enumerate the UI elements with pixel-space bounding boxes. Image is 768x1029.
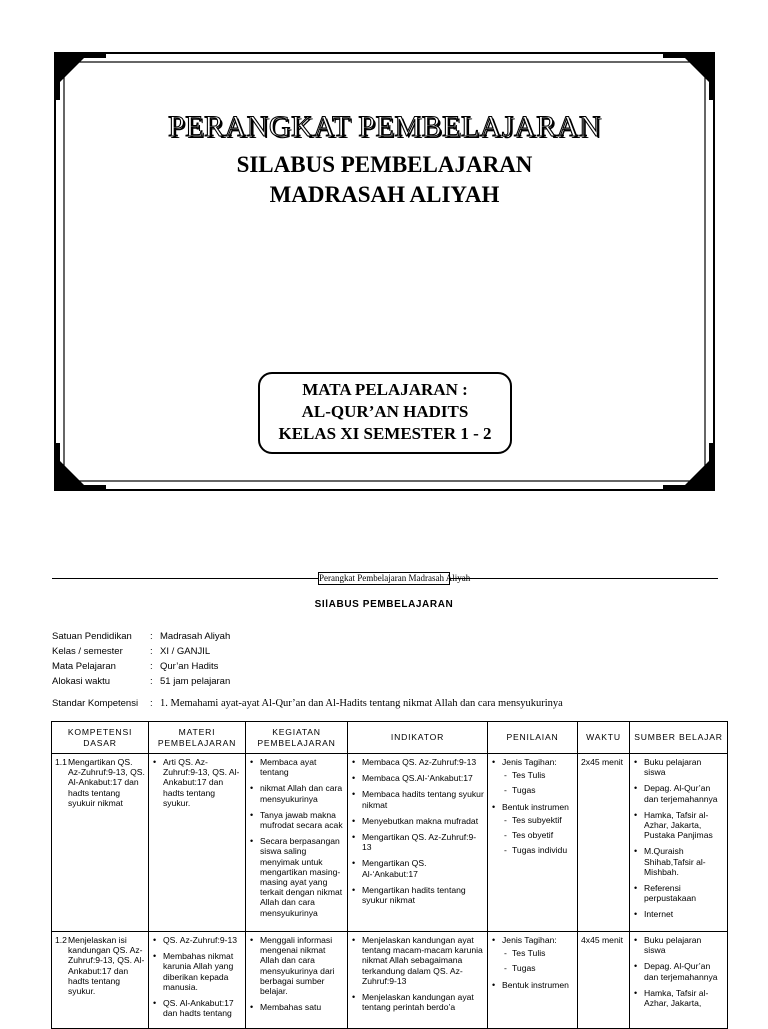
list-item: • Hamka, Tafsir al-Azhar, Jakarta, Pustaka Panjimas <box>644 810 724 841</box>
list-item: • Membahas satu <box>260 1002 344 1012</box>
list-item: • Hamka, Tafsir al-Azhar, Jakarta, <box>644 988 724 1008</box>
list-item: - Tes Tulis <box>512 770 574 780</box>
list-item <box>502 757 574 796</box>
identity-row: Mata Pelajaran : Qur’an Hadits <box>52 661 219 672</box>
subject-name: AL-QUR’AN HADITS <box>301 402 469 421</box>
identity-row: Kelas / semester : XI / GANJIL <box>52 646 211 657</box>
list-item: • Depag. Al-Qur’an dan terjemahannya <box>644 783 724 803</box>
table-row <box>52 932 728 1029</box>
table-row <box>52 754 728 932</box>
list-item: • Mengartikan QS. Az-Zuhruf:9-13 <box>362 832 484 852</box>
list-item: • Menggali informasi mengenai nikmat Allah dan cara mensyukurinya dari berbagai sumber belajar. <box>260 935 344 996</box>
column-header: INDIKATOR <box>348 722 488 754</box>
penilaian-jenis-label: Jenis Tagihan: <box>502 757 557 767</box>
waktu-cell: 2x45 menit <box>578 754 630 932</box>
list-item: - Tes subyektif <box>512 815 574 825</box>
list-item: • Menyebutkan makna mufradat <box>362 816 484 826</box>
indikator-cell <box>348 754 488 932</box>
column-header: PENILAIAN <box>488 722 578 754</box>
document-title: SIlABUS PEMBELAJARAN <box>314 599 454 610</box>
list-item: • Mengartikan QS. Al-‘Ankabut:17 <box>362 858 484 878</box>
cover-subtitle-school: MADRASAH ALIYAH <box>269 182 500 207</box>
column-header: SUMBER BELAJAR <box>630 722 728 754</box>
waktu-cell: 4x45 menit <box>578 932 630 1029</box>
materi-cell <box>149 932 246 1029</box>
list-item: • Depag. Al-Qur’an dan terjemahannya <box>644 961 724 981</box>
list-item: - Tes Tulis <box>512 948 574 958</box>
sumber-cell <box>630 754 728 932</box>
identity-label: Satuan Pendidikan <box>52 631 132 642</box>
identity-value: Qur’an Hadits <box>160 661 219 672</box>
standar-kompetensi-row: Standar Kompetensi : 1. Memahami ayat-ayat Al-Qur’an dan Al-Hadits tentang nikmat Allah dan cara mensyukurinya <box>52 698 563 709</box>
list-item: • Membaca hadits tentang syukur nikmat <box>362 789 484 809</box>
penilaian-cell <box>488 932 578 1029</box>
kegiatan-cell <box>246 932 348 1029</box>
list-item: • Tanya jawab makna mufrodat secara acak <box>260 810 344 830</box>
identity-value: XI / GANJIL <box>160 646 211 657</box>
list-item: • Mengartikan hadits tentang syukur nikmat <box>362 885 484 905</box>
column-header: KEGIATAN PEMBELAJARAN <box>246 722 348 754</box>
cover-title: PERANGKAT PEMBELAJARAN <box>168 110 601 143</box>
list-item: • Buku pelajaran siswa <box>644 935 724 955</box>
sumber-cell <box>630 932 728 1029</box>
column-header: KOMPETENSI DASAR <box>52 722 149 754</box>
kompetensi-dasar-cell <box>52 754 149 932</box>
list-item: • QS. Az-Zuhruf:9-13 <box>163 935 242 945</box>
list-item <box>502 935 574 974</box>
materi-cell <box>149 754 246 932</box>
kegiatan-cell <box>246 754 348 932</box>
kd-number: 1.2 <box>55 935 67 945</box>
list-item: • Menjelaskan kandungan ayat tentang perintah berdo’a <box>362 992 484 1012</box>
kompetensi-dasar-cell <box>52 932 149 1029</box>
list-item: - Tugas <box>512 963 574 973</box>
kd-text: Mengartikan QS. Az-Zuhruf:9-13, QS. Al-Ankabut:17 dan hadts tentang syukuir nikmat <box>68 757 145 808</box>
list-item: - Tes obyetif <box>512 830 574 840</box>
identity-label: Kelas / semester <box>52 646 123 657</box>
kd-number: 1.1 <box>55 757 67 767</box>
penilaian-jenis-label: Jenis Tagihan: <box>502 935 557 945</box>
list-item <box>502 802 574 856</box>
identity-value: Madrasah Aliyah <box>160 631 231 642</box>
standar-kompetensi-label: Standar Kompetensi <box>52 698 139 709</box>
page-header-label: Perangkat Pembelajaran Madrasah Aliyah <box>319 573 471 583</box>
list-item: • Membahas nikmat karunia Allah yang diberikan kepada manusia. <box>163 951 242 992</box>
list-item: • Arti QS. Az-Zuhruf:9-13, QS. Al-Ankabut:17 dan hadts tentang syukur. <box>163 757 242 808</box>
list-item: • Membaca ayat tentang <box>260 757 344 777</box>
table-header-row <box>52 722 728 754</box>
list-item: • Internet <box>644 909 724 919</box>
list-item: - Tugas individu <box>512 845 574 855</box>
list-item: • Secara berpasangan siswa saling menyimak untuk mengartikan masing-masing ayat yang terkait dengan nikmat Allah dan cara mensyukurinya <box>260 836 344 918</box>
syllabus-table <box>51 721 728 1029</box>
identity-value: 51 jam pelajaran <box>160 676 231 687</box>
penilaian-cell <box>488 754 578 932</box>
penilaian-bentuk-label: Bentuk instrumen <box>502 979 569 990</box>
list-item: • QS. Al-Ankabut:17 dan hadts tentang <box>163 998 242 1018</box>
identity-label: Alokasi waktu <box>52 676 111 687</box>
list-item: • nikmat Allah dan cara mensyukurinya <box>260 783 344 803</box>
list-item: • Membaca QS. Az-Zuhruf:9-13 <box>362 757 484 767</box>
list-item: • Menjelaskan kandungan ayat tentang macam-macam karunia nikmat Allah sebagaimana terkandung dalam QS. Az-Zuhruf:9-13 <box>362 935 484 986</box>
list-item: • Referensi perpustakaan <box>644 883 724 903</box>
list-item: • Membaca QS.Al-‘Ankabut:17 <box>362 773 484 783</box>
identity-row: Alokasi waktu : 51 jam pelajaran <box>52 676 231 687</box>
penilaian-bentuk-label: Bentuk instrumen <box>502 801 569 812</box>
column-header: WAKTU <box>578 722 630 754</box>
standar-kompetensi-value: 1. Memahami ayat-ayat Al-Qur’an dan Al-Hadits tentang nikmat Allah dan cara mensyukurinya <box>160 698 563 709</box>
list-item: - Tugas <box>512 785 574 795</box>
subject-label: MATA PELAJARAN : <box>302 380 468 399</box>
cover-subtitle-syllabus: SILABUS PEMBELAJARAN <box>236 152 533 177</box>
indikator-cell <box>348 932 488 1029</box>
cover-page <box>54 52 715 491</box>
identity-label: Mata Pelajaran <box>52 661 116 672</box>
subject-box <box>258 372 512 454</box>
identity-row: Satuan Pendidikan : Madrasah Aliyah <box>52 631 231 642</box>
column-header: MATERI PEMBELAJARAN <box>149 722 246 754</box>
list-item: • M.Quraish Shihab,Tafsir al-Mishbah. <box>644 846 724 877</box>
list-item: • Buku pelajaran siswa <box>644 757 724 777</box>
kd-text: Menjelaskan isi kandungan QS. Az-Zuhruf:9-13, QS. Al-Ankabut:17 dan hadts tentang syukur. <box>68 935 145 997</box>
subject-class: KELAS XI SEMESTER 1 - 2 <box>278 424 492 443</box>
list-item <box>502 980 574 990</box>
